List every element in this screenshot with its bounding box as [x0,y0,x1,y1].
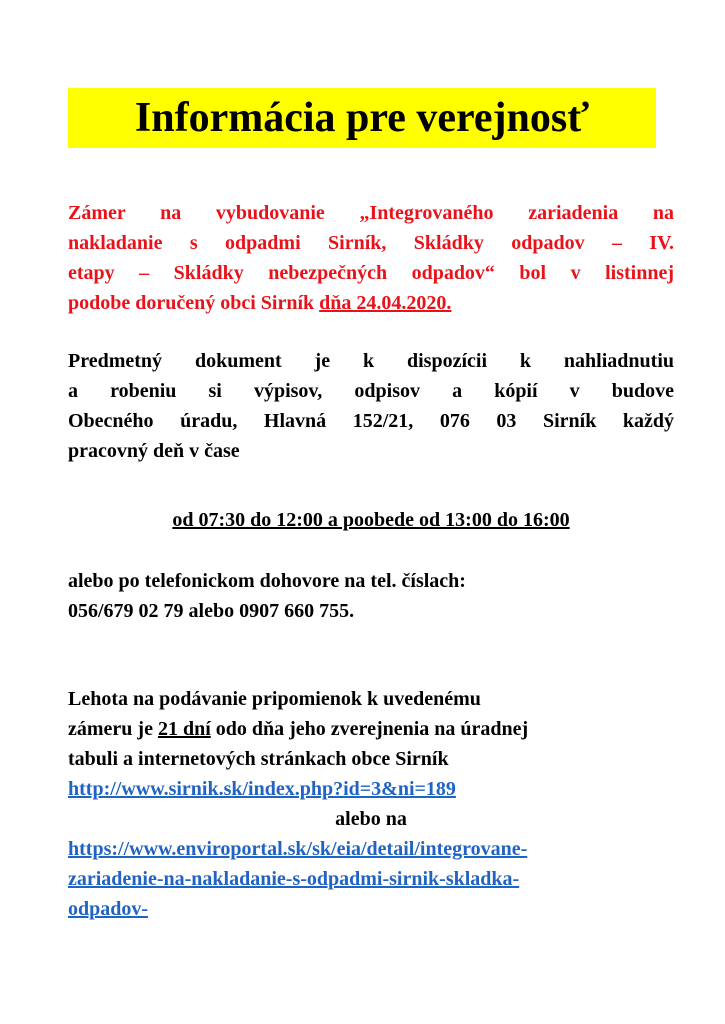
office-hours [68,505,674,535]
sirnik-link[interactable]: http://www.sirnik.sk/index.php?id=3&ni=189 [68,778,456,800]
office-hours-text: od 07:30 do 12:00 a poobede od 13:00 do 16:00 [172,509,570,531]
enviroportal-link-line[interactable]: odpadov- [68,898,149,920]
intro-line: Zámer na vybudovanie „Integrovaného zariadenia na [68,202,674,224]
info-line: Predmetný dokument je k dispozícii k nahliadnutiu [68,350,674,372]
intro-line-last [68,288,674,318]
info-line: pracovný deň v čase [68,440,240,462]
deadline-days: 21 dní [157,718,211,740]
deadline-text: odo dňa jeho zverejnenia na úradnej [210,718,529,740]
phone-paragraph [68,566,674,626]
intro-line: etapy – Skládky nebezpečných odpadov“ bol v listinnej [68,262,674,284]
deadline-line: tabuli a internetových stránkach obce Sirník [68,748,449,770]
or-text: alebo na [335,808,407,830]
deadline-line: Lehota na podávanie pripomienok k uvedenému [68,688,481,710]
page-title: Informácia pre verejnosť [68,88,656,148]
enviroportal-link-line[interactable]: zariadenie-na-nakladanie-s-odpadmi-sirnik-skladka- [68,868,520,890]
intro-line: nakladanie s odpadmi Sirník, Skládky odpadov – IV. [68,232,674,254]
document-info-paragraph [68,346,674,466]
enviroportal-link[interactable] [68,834,674,924]
deadline-line [68,714,674,744]
phone-line: alebo po telefonickom dohovore na tel. číslach: [68,570,466,592]
deadline-text: zámeru je [68,718,158,740]
phone-numbers: 056/679 02 79 alebo 0907 660 755. [68,600,355,622]
info-line: Obecného úradu, Hlavná 152/21, 076 03 Sirník každý [68,410,674,432]
title-wrap [68,88,656,148]
delivery-date: dňa 24.04.2020. [319,292,452,314]
enviroportal-link-line[interactable]: https://www.enviroportal.sk/sk/eia/detail/integrovane- [68,838,528,860]
info-line: a robeniu si výpisov, odpisov a kópií v budove [68,380,674,402]
intro-paragraph [68,198,674,318]
intro-line-text: podobe doručený obci Sirník [68,292,320,314]
deadline-paragraph [68,684,674,924]
